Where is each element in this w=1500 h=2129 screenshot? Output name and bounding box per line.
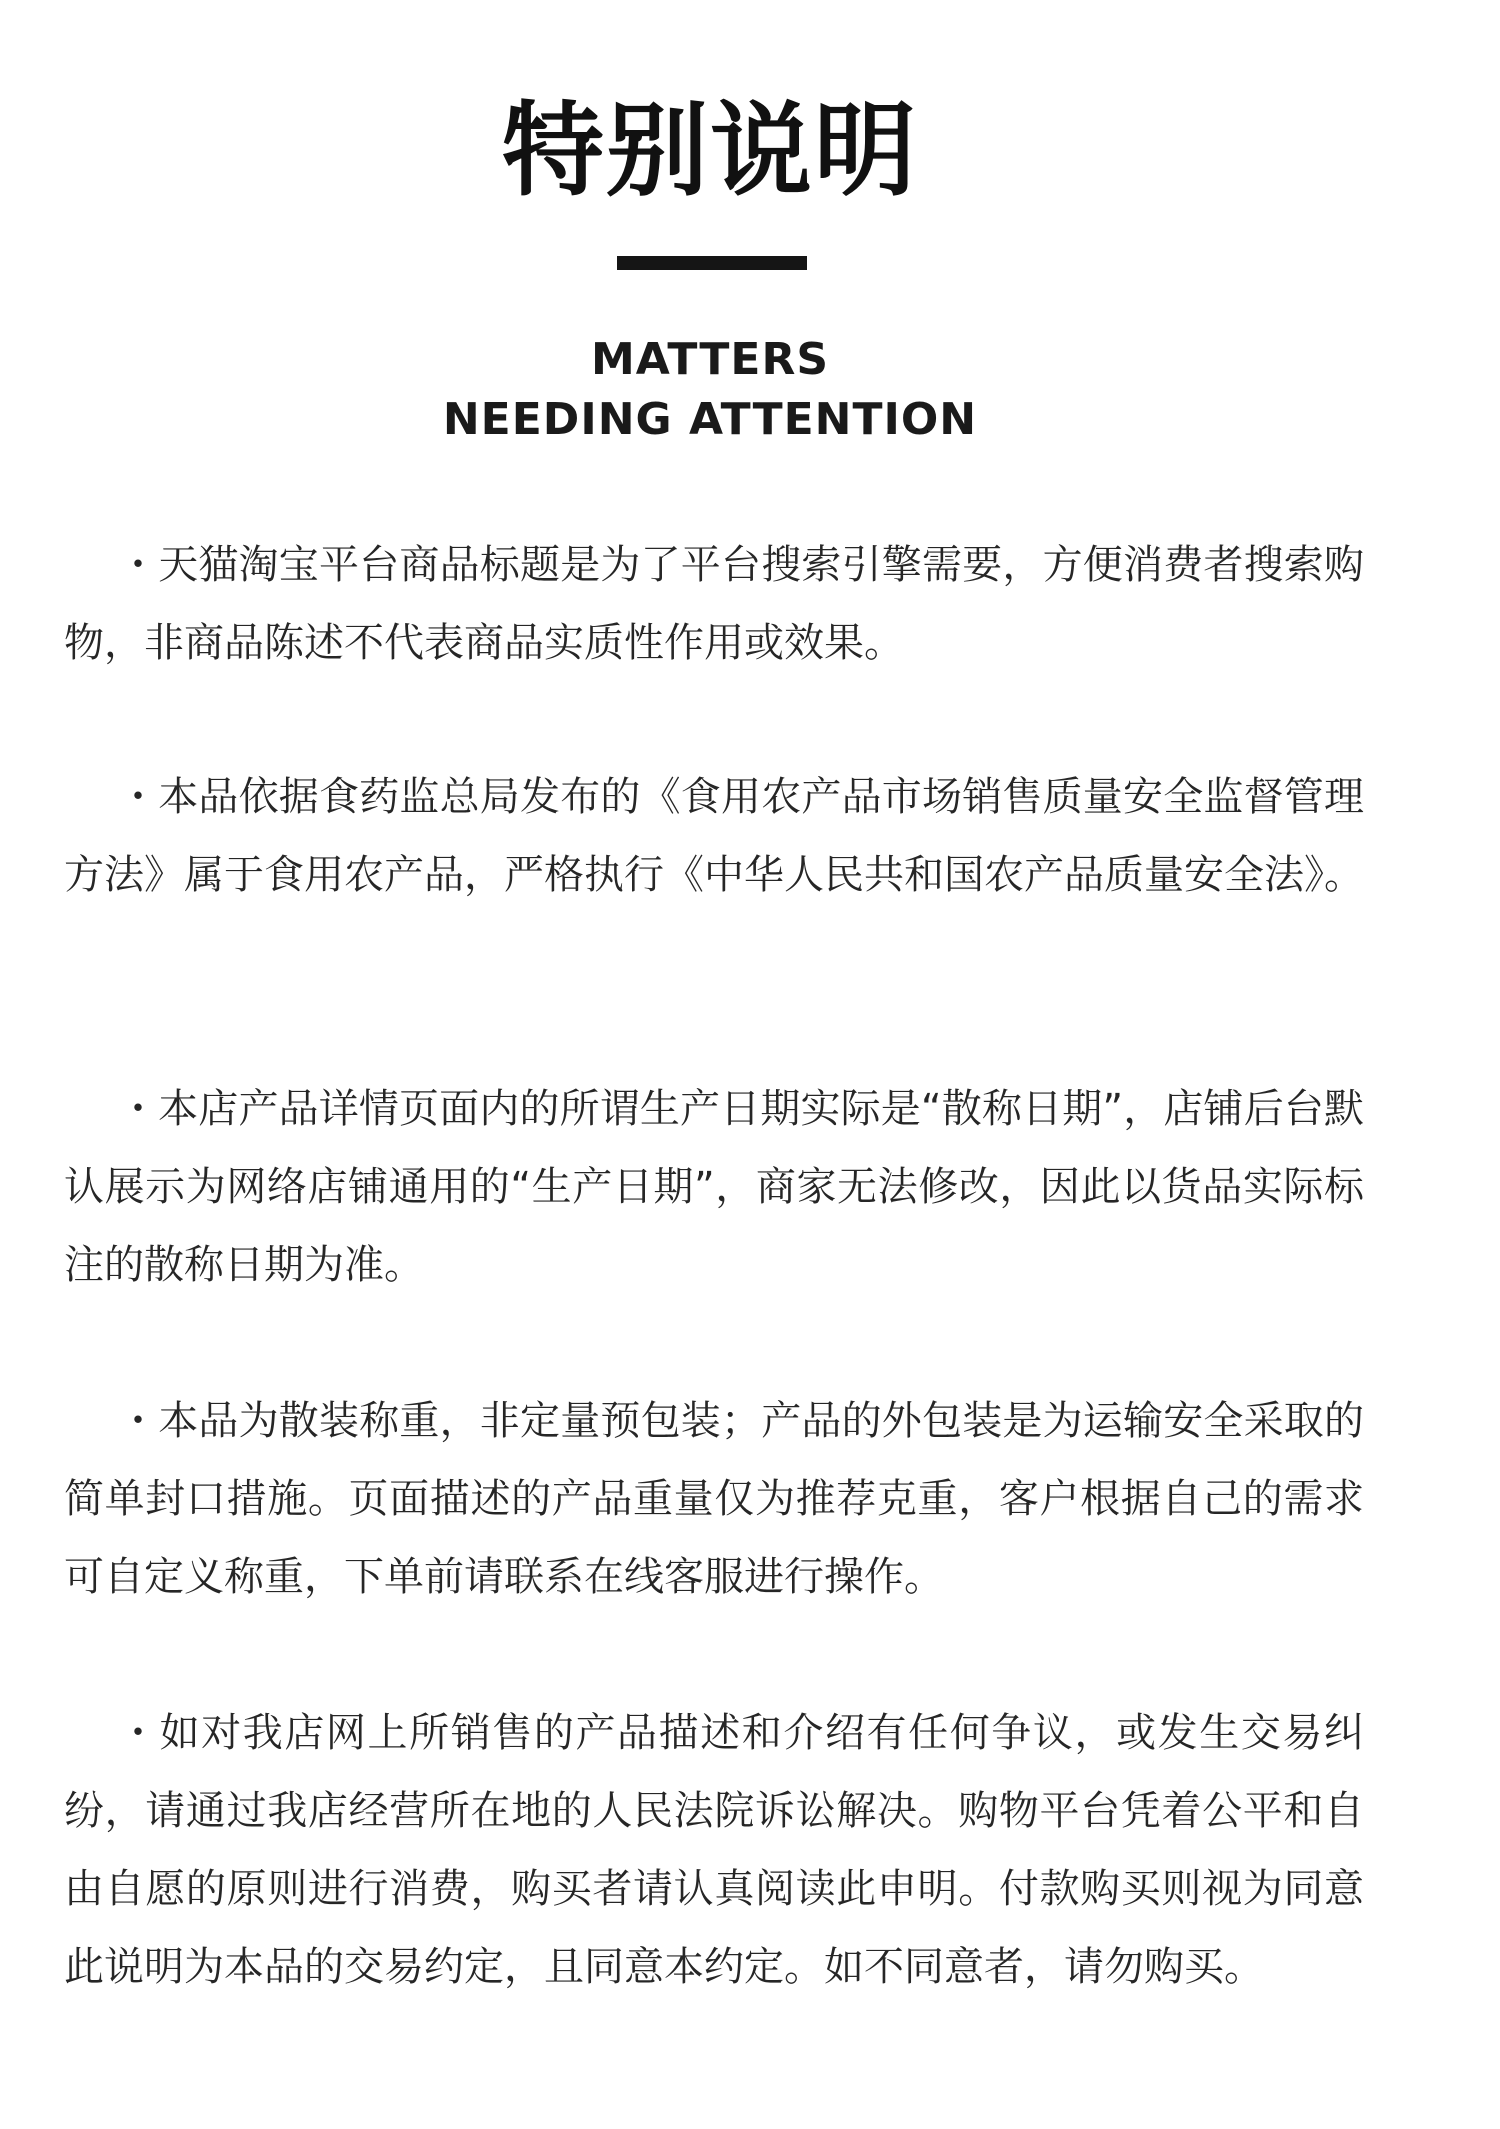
english-subtitle-line-2: NEEDING ATTENTION [442, 394, 978, 445]
title-divider [617, 256, 807, 270]
notice-paragraph-food-regulation: ・本品依据食药监总局发布的《食用农产品市场销售质量安全监督管理方法》属于食用农产品，严格执行《中华人民共和国农产品质量安全法》。 [64, 774, 1364, 898]
notice-paragraph-production-date: ・本店产品详情页面内的所谓生产日期实际是“散称日期”，店铺后台默认展示为网络店铺通用的“生产日期”，商家无法修改，因此以货品实际标注的散称日期为准。 [64, 1086, 1364, 1288]
page-title: 特别说明 [502, 92, 918, 211]
english-subtitle-line-1: MATTERS [590, 334, 830, 385]
notice-paragraph-dispute-resolution: ・如对我店网上所销售的产品描述和介绍有任何争议，或发生交易纠纷，请通过我店经营所在地的人民法院诉讼解决。购物平台凭着公平和自由自愿的原则进行消费，购买者请认真阅读此申明。付款购买则视为同意此说明为本品的交易约定，且同意本约定。如不同意者，请勿购买。 [64, 1710, 1364, 1990]
notice-paragraph-bulk-weighing: ・本品为散装称重，非定量预包装；产品的外包装是为运输安全采取的简单封口措施。页面描述的产品重量仅为推荐克重，客户根据自己的需求可自定义称重，下单前请联系在线客服进行操作。 [64, 1398, 1364, 1600]
notice-paragraph-platform-title: ・天猫淘宝平台商品标题是为了平台搜索引擎需要，方便消费者搜索购物，非商品陈述不代表商品实质性作用或效果。 [64, 542, 1364, 666]
